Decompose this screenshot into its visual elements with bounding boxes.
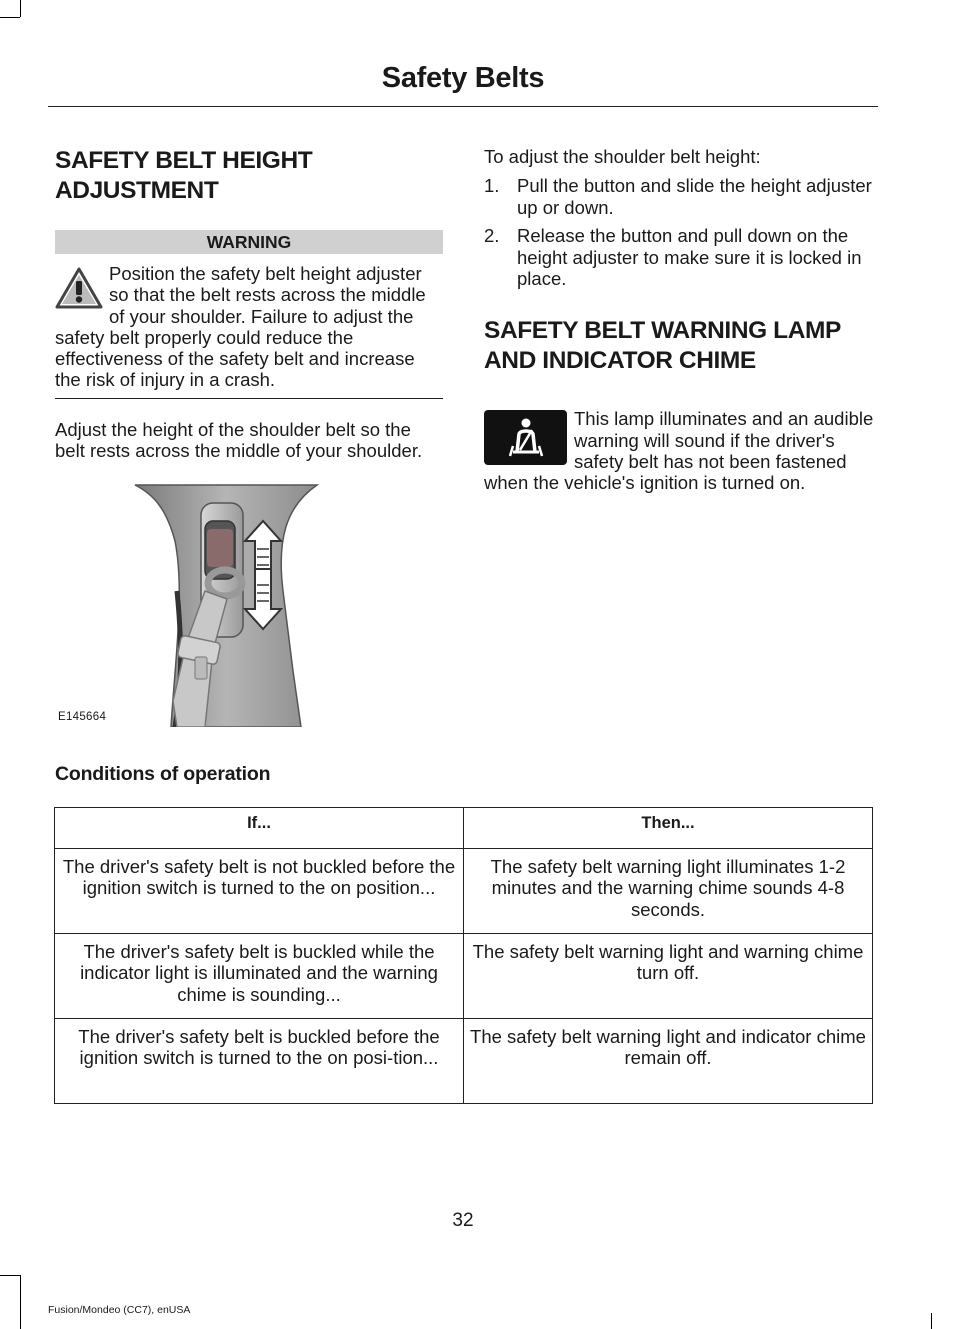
adjust-steps	[484, 175, 874, 289]
table-row	[55, 849, 873, 934]
step-text: Release the button and pull down on the height adjuster to make sure it is locked in place.	[517, 225, 862, 289]
page-number: 32	[452, 1210, 474, 1231]
left-column	[55, 146, 443, 727]
section-title-height-adjustment: SAFETY BELT HEIGHT ADJUSTMENT	[55, 147, 313, 204]
footer-text: Fusion/Mondeo (CC7), enUSA	[48, 1304, 191, 1316]
seatbelt-warning-icon	[484, 410, 567, 465]
step-text: Pull the button and slide the height adjuster up or down.	[517, 175, 872, 218]
crop-mark	[931, 1313, 932, 1329]
crop-mark	[0, 17, 20, 18]
crop-mark	[20, 1275, 21, 1329]
table-cell: The safety belt warning light and warning chime turn off.	[464, 934, 873, 1019]
warning-triangle-icon	[55, 266, 103, 310]
crop-mark	[0, 1275, 20, 1276]
warning-label: WARNING	[55, 230, 443, 254]
table-row	[55, 1019, 873, 1104]
list-item	[484, 225, 874, 289]
table-cell: The driver's safety belt is buckled while the indicator light is illuminated and the warning chime is sounding...	[55, 934, 464, 1019]
conditions-table	[54, 807, 873, 1104]
steps-intro: To adjust the shoulder belt height:	[484, 146, 761, 167]
figure-id: E145664	[58, 711, 107, 724]
header-then: Then...	[464, 808, 873, 849]
page-title: Safety Belts	[381, 62, 545, 94]
table-cell: The driver's safety belt is buckled before the ignition switch is turned to the on posi-tion...	[55, 1019, 464, 1104]
lamp-block	[484, 408, 874, 493]
warning-text: Position the safety belt height adjuster so that the belt rests across the middle of your shoulder. Failure to adjust the safety belt properly could reduce the effectiveness of the safety belt and increase the risk of injury in a crash.	[55, 263, 426, 391]
right-column	[484, 146, 874, 493]
step-number: 1.	[484, 175, 500, 197]
conditions-title: Conditions of operation	[55, 763, 271, 785]
table-row	[55, 934, 873, 1019]
table-header-row	[55, 808, 873, 849]
lamp-text: This lamp illuminates and an audible warning will sound if the driver's safety belt has not been fastened when the vehicle's ignition is turned on.	[484, 408, 874, 494]
list-item	[484, 175, 874, 218]
table-cell: The safety belt warning light and indicator chime remain off.	[464, 1019, 873, 1104]
table-cell: The safety belt warning light illuminates 1-2 minutes and the warning chime sounds 4-8 seconds.	[464, 849, 873, 934]
crop-mark	[20, 0, 21, 17]
adjust-text: Adjust the height of the shoulder belt so the belt rests across the middle of your shoulder.	[55, 418, 423, 462]
step-number: 2.	[484, 225, 500, 247]
table-cell: The driver's safety belt is not buckled before the ignition switch is turned to the on position...	[55, 849, 464, 934]
belt-height-adjuster-illustration	[55, 481, 443, 727]
section-title-warning-lamp: SAFETY BELT WARNING LAMP AND INDICATOR CHIME	[484, 317, 841, 375]
header-if: If...	[55, 808, 464, 849]
warning-block	[55, 263, 443, 399]
page-header	[48, 58, 878, 107]
